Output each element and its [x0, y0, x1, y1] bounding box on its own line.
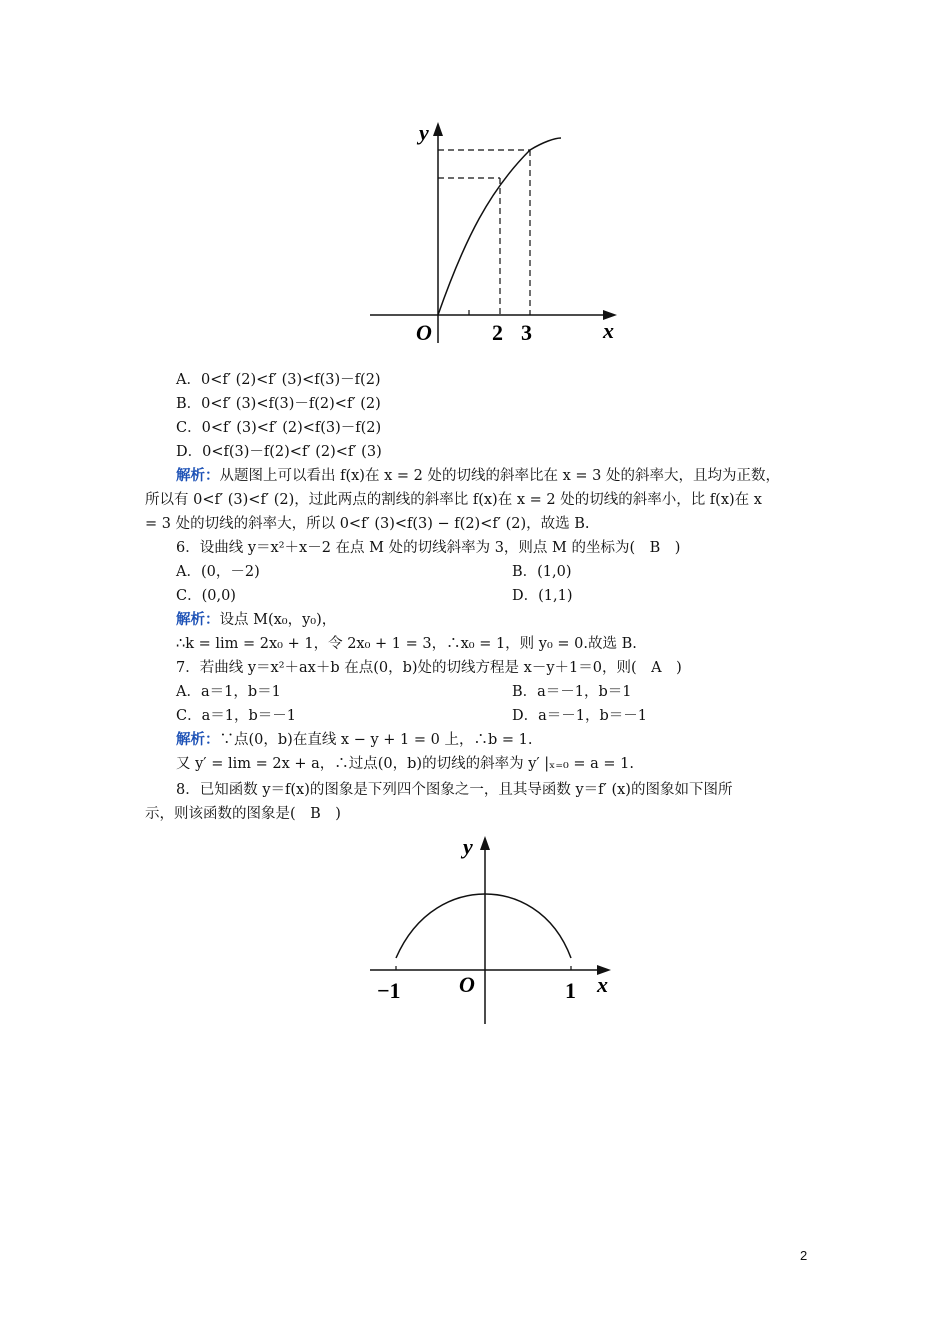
figure-curve-graph	[365, 118, 625, 353]
y-axis-label: y	[463, 834, 473, 859]
x-axis-label: x	[603, 318, 614, 343]
q6-option-a: A．(0，－2)	[176, 564, 260, 580]
x-axis-label: x	[597, 972, 608, 997]
q5-option-b: B．0<f′ (3)<f(3)－f(2)<f′ (2)	[176, 396, 381, 412]
q5-option-a: A．0<f′ (2)<f′ (3)<f(3)－f(2)	[176, 372, 381, 388]
analysis-label: 解析：	[176, 467, 220, 484]
y-axis-arrow	[433, 122, 443, 136]
tick-label-1: 1	[565, 978, 576, 1003]
tick-label-3: 3	[521, 320, 532, 345]
q7-analysis-line1: 解析：∵点(0，b)在直线 x − y + 1 = 0 上，∴b = 1.	[176, 731, 533, 748]
q7-stem: 7．若曲线 y＝x²＋ax＋b 在点(0，b)处的切线方程是 x－y＋1＝0，则( A )	[176, 660, 682, 676]
q7-analysis-line2: 又 y′ = lim = 2x + a，∴过点(0，b)的切线的斜率为 y′ |ₓ₌₀ = a = 1.	[176, 756, 635, 772]
q5-option-d: D．0<f(3)－f(2)<f′ (2)<f′ (3)	[176, 444, 382, 460]
q6-analysis-line1: 解析：设点 M(x₀，y₀)，	[176, 611, 337, 628]
derivative-curve	[396, 894, 571, 958]
q7-option-a: A．a＝1，b＝1	[176, 684, 281, 700]
q5-analysis-line2: 所以有 0<f′ (3)<f′ (2)，过此两点的割线的斜率比 f(x)在 x = 2 处的切线的斜率小，比 f(x)在 x	[145, 492, 762, 508]
q6-analysis-line2: ∴k = lim = 2x₀ + 1，令 2x₀ + 1 = 3，∴x₀ = 1，则 y₀ = 0.故选 B.	[176, 636, 637, 652]
y-axis-arrow	[480, 836, 490, 850]
q6-option-d: D．(1,1)	[512, 588, 573, 604]
tick-label-2: 2	[492, 320, 503, 345]
origin-label: O	[416, 320, 432, 345]
analysis-label: 解析：	[176, 731, 220, 748]
q7-option-b: B．a＝－1，b＝1	[512, 684, 632, 700]
q6-option-b: B．(1,0)	[512, 564, 572, 580]
origin-label: O	[459, 972, 475, 997]
q8-stem-line1: 8．已知函数 y＝f(x)的图象是下列四个图象之一，且其导函数 y＝f′ (x)的图象如下图所	[176, 782, 733, 798]
y-axis-label: y	[419, 120, 429, 145]
q7-option-c: C．a＝1，b＝－1	[176, 708, 296, 724]
q5-option-c: C．0<f′ (3)<f′ (2)<f(3)－f(2)	[176, 420, 382, 436]
page-number: 2	[800, 1248, 808, 1263]
q6-option-c: C．(0,0)	[176, 588, 236, 604]
figure-derivative-graph	[365, 832, 625, 1032]
analysis-label: 解析：	[176, 611, 220, 628]
q5-analysis-line3: = 3 处的切线的斜率大，所以 0<f′ (3)<f(3) − f(2)<f′ (2)，故选 B.	[145, 516, 590, 532]
q6-stem: 6．设曲线 y＝x²＋x－2 在点 M 处的切线斜率为 3，则点 M 的坐标为( B )	[176, 540, 681, 556]
q5-analysis-line1: 解析：从题图上可以看出 f(x)在 x = 2 处的切线的斜率比在 x = 3 处的斜率大，且均为正数，	[176, 467, 780, 484]
tick-label-neg1: −1	[377, 978, 401, 1003]
q8-stem-line2: 示，则该函数的图象是( B )	[145, 806, 341, 822]
q7-option-d: D．a＝－1，b＝－1	[512, 708, 648, 724]
